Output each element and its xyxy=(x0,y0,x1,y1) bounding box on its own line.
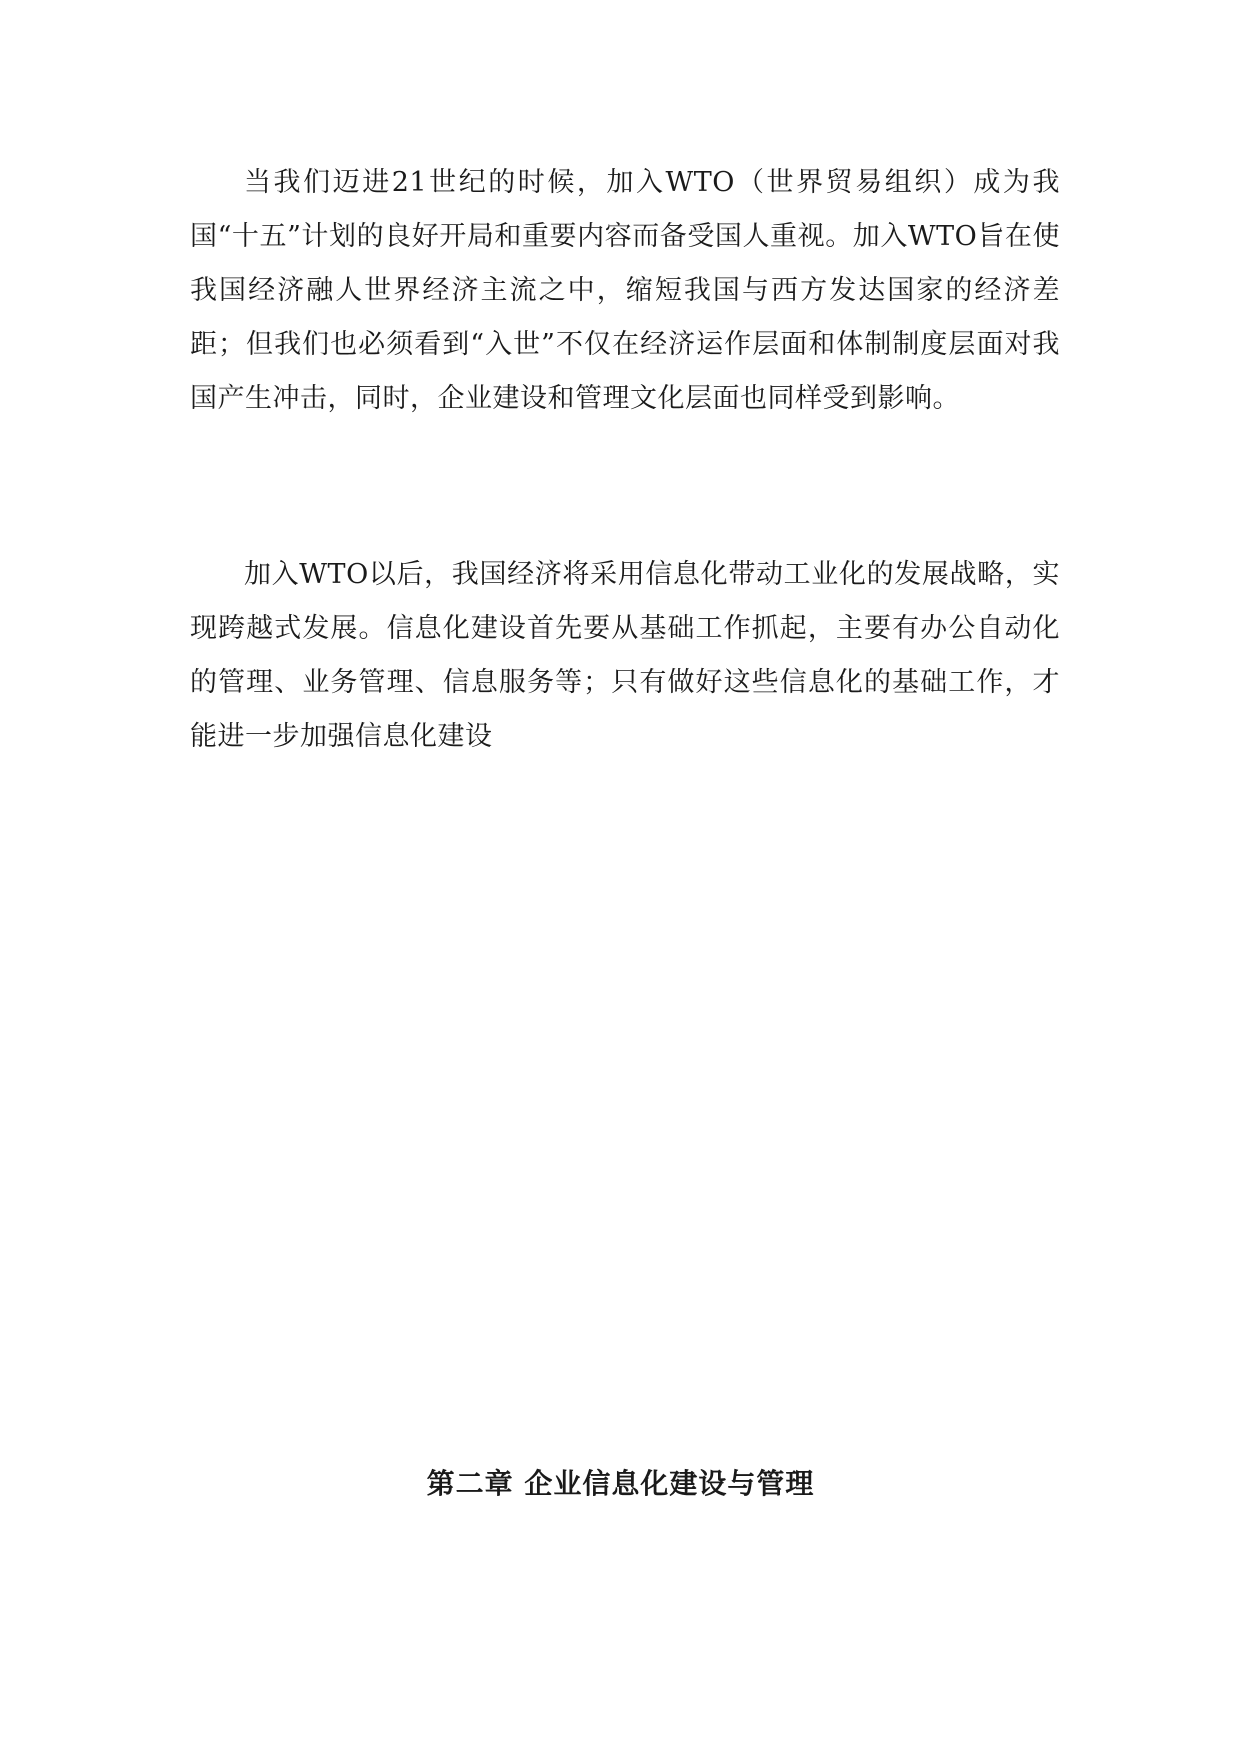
body-paragraph-2: 加入WTO以后，我国经济将采用信息化带动工业化的发展战略，实现跨越式发展。信息化建设首先要从基础工作抓起，主要有办公自动化的管理、业务管理、信息服务等；只有做好这些信息化的基础工作，才能进一步加强信息化建设 xyxy=(190,559,1060,752)
chapter-heading: 第二章 企业信息化建设与管理 xyxy=(426,1467,815,1500)
body-paragraph-1: 当我们迈进21世纪的时候，加入WTO（世界贸易组织）成为我国“十五”计划的良好开局和重要内容而备受国人重视。加入WTO旨在使我国经济融人世界经济主流之中，缩短我国与西方发达国家的经济差距；但我们也必须看到“入世”不仅在经济运作层面和体制制度层面对我国产生冲击，同时，企业建设和管理文化层面也同样受到影响。 xyxy=(190,167,1060,414)
